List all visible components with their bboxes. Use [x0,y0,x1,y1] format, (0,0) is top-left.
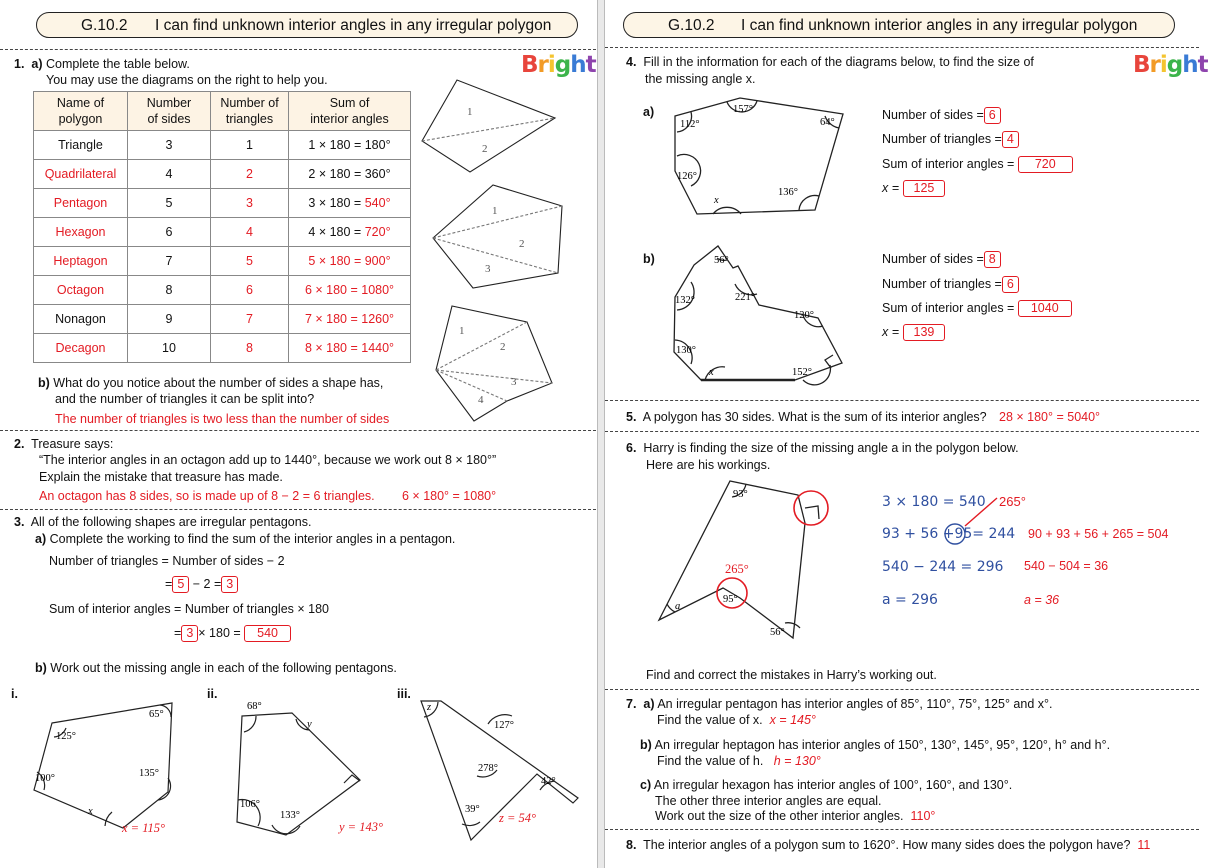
q2-answer: An octagon has 8 sides, so is made up of 8 − 2 = 6 triangles. [39,489,375,503]
q5-answer: 28 × 180° = 5040° [999,410,1101,424]
q4b-label: b) [643,252,655,266]
q6-footer: Find and correct the mistakes in Harry’s working out. [646,668,937,682]
q4a-sides: Number of sides = 6 [882,107,1001,124]
diagram-label: 2 [519,238,525,250]
q7b-line2: Find the value of h. h = 130° [657,754,821,768]
harry-step-3: 540 − 244 = 296 [882,559,1004,575]
q3-line1: 3. All of the following shapes are irregular pentagons. [14,515,312,529]
q4a-triangles: Number of triangles = 4 [882,131,1019,148]
diagram-label: 3 [485,263,491,275]
svg-text:68°: 68° [247,701,262,712]
svg-text:130°: 130° [676,345,696,356]
svg-text:x: x [88,806,93,817]
q1-heading: 1. a) Complete the table below. [14,57,190,71]
svg-text:136°: 136° [778,187,798,198]
svg-text:56°: 56° [714,255,729,266]
q3-working-1: Number of triangles = Number of sides − 2 [49,554,285,568]
diagram-label: 1 [492,205,498,217]
q4b-triangles: Number of triangles = 6 [882,276,1019,293]
svg-text:278°: 278° [478,763,498,774]
svg-text:157°: 157° [733,104,753,115]
correction-1: 90 + 93 + 56 + 265 = 504 [1028,527,1169,541]
svg-text:39°: 39° [465,804,480,815]
diagram-label: 2 [482,143,488,155]
q1-line2: You may use the diagrams on the right to help you. [46,73,328,87]
harry-step-4: a = 296 [882,592,938,608]
harry-annotation: 265° [999,494,1026,509]
title-code: G.10.2 [81,17,128,34]
brand-logo: Bright [521,52,596,78]
correction-2: 540 − 504 = 36 [1024,559,1109,573]
table-row: Heptagon 7 5 5 × 180 = 900° [34,247,411,276]
table-row: Decagon 10 8 8 × 180 = 1440° [34,334,411,363]
svg-text:x: x [709,367,714,378]
table-row: Quadrilateral 4 2 2 × 180 = 360° [34,160,411,189]
diagram-label: 4 [478,394,484,406]
diagram-label: 1 [459,325,465,337]
q4a-sum: Sum of interior angles = 720 [882,156,1073,173]
q3-working-3: Sum of interior angles = Number of triangles × 180 [49,602,330,616]
q6-line1: 6. Harry is finding the size of the missing angle a in the polygon below. [626,441,1019,455]
svg-text:x: x [714,195,719,206]
q4b-sum: Sum of interior angles = 1040 [882,300,1072,317]
q1b-line2: and the number of triangles it can be split into? [55,392,315,406]
svg-text:221°: 221° [735,292,755,303]
header-name: Name of polygon [34,92,128,131]
q4-line2: the missing angle x. [645,72,756,86]
header-sides: Number of sides [128,92,211,131]
svg-text:93°: 93° [733,489,748,500]
q4b-x: x = 139 [882,324,945,341]
title-text: I can find unknown interior angles in any irregular polygon [155,17,552,34]
label-i: i. [11,687,18,701]
svg-text:127°: 127° [494,720,514,731]
q4a-x: x = 125 [882,180,945,197]
worksheet-page-left [0,0,596,868]
worksheet-page-right [605,0,1208,868]
svg-text:64°: 64° [820,117,835,128]
table-row: Nonagon 9 7 7 × 180 = 1260° [34,305,411,334]
table-row: Pentagon 5 3 3 × 180 = 540° [34,189,411,218]
q2-line2: “The interior angles in an octagon add up to 1440°, because we work out 8 × 180°” [39,453,497,467]
q7c-line3: Work out the size of the other interior angles. 110° [655,809,936,823]
svg-text:100°: 100° [35,773,55,784]
q4b-sides: Number of sides = 8 [882,251,1001,268]
q4-line1: 4. Fill in the information for each of the diagrams below, to find the size of [626,55,1034,69]
q3a-text: a) Complete the working to find the sum of the interior angles in a pentagon. [35,532,456,546]
diagram-label: 3 [511,376,517,388]
q1b-line1: b) What do you notice about the number of sides a shape has, [38,376,384,390]
svg-text:152°: 152° [792,367,812,378]
q3b-text: b) Work out the missing angle in each of the following pentagons. [35,661,397,675]
brand-logo-right: Bright [1133,52,1208,78]
correction-3: a = 36 [1024,593,1060,607]
table-row: Hexagon 6 4 4 × 180 = 720° [34,218,411,247]
svg-text:a: a [675,601,681,612]
answer-i: x = 115° [122,821,166,835]
q2-answer-calc: 6 × 180° = 1080° [402,489,497,503]
diagram-label: 1 [467,106,473,118]
svg-text:135°: 135° [139,768,159,779]
label-ii: ii. [207,687,218,701]
svg-text:133°: 133° [280,810,300,821]
q8-text: 8. The interior angles of a polygon sum to 1620°. How many sides does the polygon have? 11 [626,838,1151,852]
q1b-answer: The number of triangles is two less than the number of sides [55,412,390,426]
table-row: Octagon 8 6 6 × 180 = 1080° [34,276,411,305]
svg-text:106°: 106° [240,799,260,810]
svg-text:42°: 42° [541,776,556,787]
harry-step-2: 93 + 56 +95= 244 [882,526,1016,542]
q7a-text: 7. a) An irregular pentagon has interior angles of 85°, 110°, 75°, 125° and x°. [626,697,1053,711]
q2-line3: Explain the mistake that treasure has made. [39,470,283,484]
diagram-label: 2 [500,341,506,353]
svg-text:z: z [427,702,432,713]
svg-text:56°: 56° [770,627,785,638]
q3-working-2: = 5 − 2 = 3 [165,576,238,593]
svg-text:112°: 112° [680,119,700,130]
q4a-label: a) [643,105,655,119]
svg-text:132°: 132° [675,295,695,306]
q3-working-4: = 3 × 180 = 540 [174,625,291,642]
table-row: Triangle 3 1 1 × 180 = 180° [34,131,411,160]
q7c-line2: The other three interior angles are equal. [655,794,882,808]
page-title-right: G.10.2 I can find unknown interior angles in any irregular polygon [623,12,1175,38]
label-iii: iii. [397,687,411,701]
answer-ii: y = 143° [339,820,383,834]
page-divider [597,0,605,868]
q5-text: 5. A polygon has 30 sides. What is the sum of its interior angles? [626,410,987,424]
svg-text:65°: 65° [149,709,164,720]
q7a-line2: Find the value of x. x = 145° [657,713,816,727]
q7b-text: b) An irregular heptagon has interior angles of 150°, 130°, 145°, 95°, 120°, h° and h°. [640,738,1111,752]
svg-text:125°: 125° [56,731,76,742]
header-triangles: Number of triangles [211,92,289,131]
svg-text:126°: 126° [677,171,697,182]
q6-line2: Here are his workings. [646,458,771,472]
svg-text:265°: 265° [725,562,749,576]
answer-iii: z = 54° [499,811,537,825]
q2-line1: 2. Treasure says: [14,437,114,451]
harry-step-1: 3 × 180 = 540 [882,494,986,510]
q3-pentagons [0,0,596,868]
header-sum: Sum of interior angles [289,92,411,131]
svg-text:95°: 95° [723,594,738,605]
q7c-text: c) An irregular hexagon has interior angles of 100°, 160°, and 130°. [640,778,1013,792]
svg-text:120°: 120° [794,310,814,321]
svg-text:y: y [307,719,312,730]
